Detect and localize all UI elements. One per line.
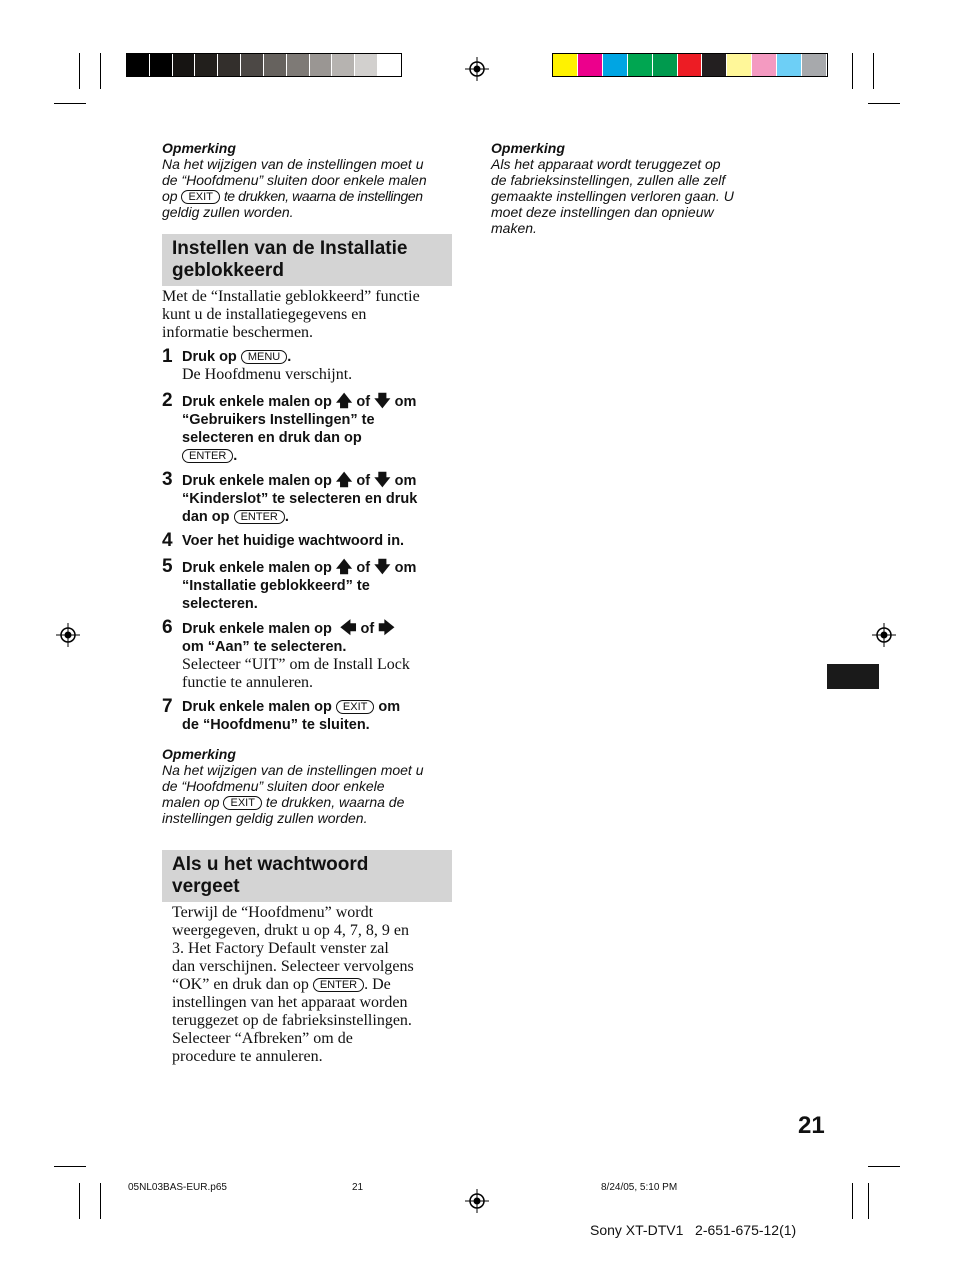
step-number: 5 bbox=[162, 556, 173, 577]
step-number: 3 bbox=[162, 469, 173, 490]
arrow-left-icon: 🡄 bbox=[339, 618, 357, 637]
heading-line: geblokkeerd bbox=[172, 260, 284, 281]
section-body: Terwijl de “Hoofdmenu” wordt weergegeven, drukt u op 4, 7, 8, 9 en 3. Het Factory Default venster zal dan verschijnen. Selecteer vervolgens “OK” en druk dan op ENTER . De instellingen van het apparaat worden teruggezet op de fabrieksinstellingen. Selecteer “Afbreken” om de procedure te annuleren. bbox=[172, 904, 414, 1065]
note-top-left bbox=[162, 140, 462, 220]
calibration-swatch bbox=[310, 54, 333, 76]
enter-key: ENTER bbox=[234, 510, 285, 524]
registration-mark-icon bbox=[56, 623, 80, 647]
calibration-swatch bbox=[150, 54, 173, 76]
crop-mark bbox=[868, 1183, 869, 1219]
calibration-swatch bbox=[752, 54, 777, 76]
note-line: op EXIT te drukken, waarna de instellingen bbox=[162, 188, 423, 204]
crop-mark bbox=[100, 1183, 101, 1219]
note-line: Als het apparaat wordt teruggezet op bbox=[491, 156, 721, 172]
exit-key: EXIT bbox=[181, 190, 219, 204]
calibration-swatch bbox=[127, 54, 150, 76]
step-3: 3 Druk enkele malen op 🡅 of 🡇 om “Kinderslot” te selecteren en druk dan op ENTER . bbox=[162, 469, 418, 525]
note-line: malen op EXIT te drukken, waarna de bbox=[162, 794, 405, 810]
section-heading bbox=[162, 234, 452, 286]
calibration-swatch bbox=[802, 54, 827, 76]
step-1: 1 Druk op MENU . De Hoofdmenu verschijnt. bbox=[162, 346, 353, 383]
note-top-right bbox=[491, 140, 781, 236]
note-line: Na het wijzigen van de instellingen moet u bbox=[162, 762, 424, 778]
note-line: geldig zullen worden. bbox=[162, 204, 294, 220]
step-number: 6 bbox=[162, 617, 173, 638]
footer-page: 21 bbox=[352, 1182, 364, 1193]
note-title: Opmerking bbox=[162, 140, 236, 156]
calibration-swatch bbox=[195, 54, 218, 76]
step-6: 6 Druk enkele malen op 🡄 of 🡆 om “Aan” te selecteren. Selecteer “UIT” om de Install Lock functie te annuleren. bbox=[162, 617, 410, 691]
note-line: gemaakte instellingen verloren gaan. U bbox=[491, 188, 734, 204]
heading-line: Instellen van de Installatie bbox=[172, 238, 408, 259]
section-tab-marker bbox=[827, 664, 879, 689]
note-line: maken. bbox=[491, 220, 537, 236]
calibration-swatch bbox=[678, 54, 703, 76]
calibration-swatch bbox=[218, 54, 241, 76]
calibration-swatch bbox=[578, 54, 603, 76]
registration-mark-icon bbox=[465, 1189, 489, 1213]
step-number: 7 bbox=[162, 696, 173, 717]
note-line: de fabrieksinstellingen, zullen alle zelf bbox=[491, 172, 726, 188]
grayscale-calibration-bar bbox=[126, 53, 402, 77]
footer-date: 8/24/05, 5:10 PM bbox=[601, 1182, 678, 1193]
calibration-swatch bbox=[777, 54, 802, 76]
heading-line: vergeet bbox=[172, 876, 240, 897]
color-calibration-bar bbox=[552, 53, 828, 77]
note-line: Na het wijzigen van de instellingen moet u bbox=[162, 156, 424, 172]
calibration-swatch bbox=[603, 54, 628, 76]
note-line: de “Hoofdmenu” sluiten door enkele malen bbox=[162, 172, 427, 188]
crop-mark bbox=[852, 1183, 853, 1219]
crop-mark bbox=[100, 53, 101, 89]
arrow-up-icon: 🡅 bbox=[335, 470, 353, 489]
section-heading bbox=[162, 850, 452, 902]
calibration-swatch bbox=[553, 54, 578, 76]
menu-key: MENU bbox=[241, 350, 287, 364]
note-line: moet deze instellingen dan opnieuw bbox=[491, 204, 714, 220]
page-number: 21 bbox=[798, 1112, 825, 1139]
arrow-down-icon: 🡇 bbox=[374, 391, 391, 410]
calibration-swatch bbox=[332, 54, 355, 76]
arrow-up-icon: 🡅 bbox=[335, 557, 353, 576]
calibration-swatch bbox=[241, 54, 264, 76]
crop-mark bbox=[79, 53, 80, 89]
note-line: instellingen geldig zullen worden. bbox=[162, 810, 368, 826]
registration-mark-icon bbox=[465, 57, 489, 81]
step-number: 2 bbox=[162, 390, 173, 411]
footer-filename: 05NL03BAS-EUR.p65 bbox=[128, 1182, 227, 1193]
footer-model: Sony XT-DTV1 2-651-675-12(1) bbox=[590, 1222, 797, 1238]
enter-key: ENTER bbox=[182, 449, 233, 463]
arrow-right-icon: 🡆 bbox=[378, 618, 395, 637]
note-middle-left bbox=[162, 746, 462, 826]
crop-mark bbox=[873, 53, 874, 89]
arrow-up-icon: 🡅 bbox=[335, 391, 353, 410]
calibration-swatch bbox=[702, 54, 727, 76]
arrow-down-icon: 🡇 bbox=[374, 470, 391, 489]
calibration-swatch bbox=[653, 54, 678, 76]
step-4: 4 Voer het huidige wachtwoord in. bbox=[162, 530, 405, 551]
registration-mark-icon bbox=[872, 623, 896, 647]
step-7: 7 Druk enkele malen op EXIT om de “Hoofdmenu” te sluiten. bbox=[162, 696, 401, 733]
step-2: 2 Druk enkele malen op 🡅 of 🡇 om “Gebruikers Instellingen” te selecteren en druk dan op ENTER . bbox=[162, 390, 417, 464]
crop-mark bbox=[868, 1166, 900, 1167]
step-5: 5 Druk enkele malen op 🡅 of 🡇 om “Installatie geblokkeerd” te selecteren. bbox=[162, 556, 417, 612]
arrow-down-icon: 🡇 bbox=[374, 557, 391, 576]
calibration-swatch bbox=[628, 54, 653, 76]
crop-mark bbox=[54, 103, 86, 104]
heading-line: Als u het wachtwoord bbox=[172, 854, 369, 875]
calibration-swatch bbox=[264, 54, 287, 76]
crop-mark bbox=[54, 1166, 86, 1167]
note-title: Opmerking bbox=[491, 140, 565, 156]
crop-mark bbox=[852, 53, 853, 89]
note-title: Opmerking bbox=[162, 746, 236, 762]
calibration-swatch bbox=[173, 54, 196, 76]
note-line: de “Hoofdmenu” sluiten door enkele bbox=[162, 778, 385, 794]
step-number: 1 bbox=[162, 346, 173, 367]
calibration-swatch bbox=[378, 54, 401, 76]
section-intro: Met de “Installatie geblokkeerd” functie kunt u de installatiegegevens en informatie beschermen. bbox=[162, 288, 420, 341]
crop-mark bbox=[868, 103, 900, 104]
crop-mark bbox=[79, 1183, 80, 1219]
calibration-swatch bbox=[287, 54, 310, 76]
step-number: 4 bbox=[162, 530, 173, 551]
exit-key: EXIT bbox=[336, 700, 374, 714]
exit-key: EXIT bbox=[223, 796, 261, 810]
enter-key: ENTER bbox=[313, 978, 364, 992]
calibration-swatch bbox=[727, 54, 752, 76]
calibration-swatch bbox=[355, 54, 378, 76]
